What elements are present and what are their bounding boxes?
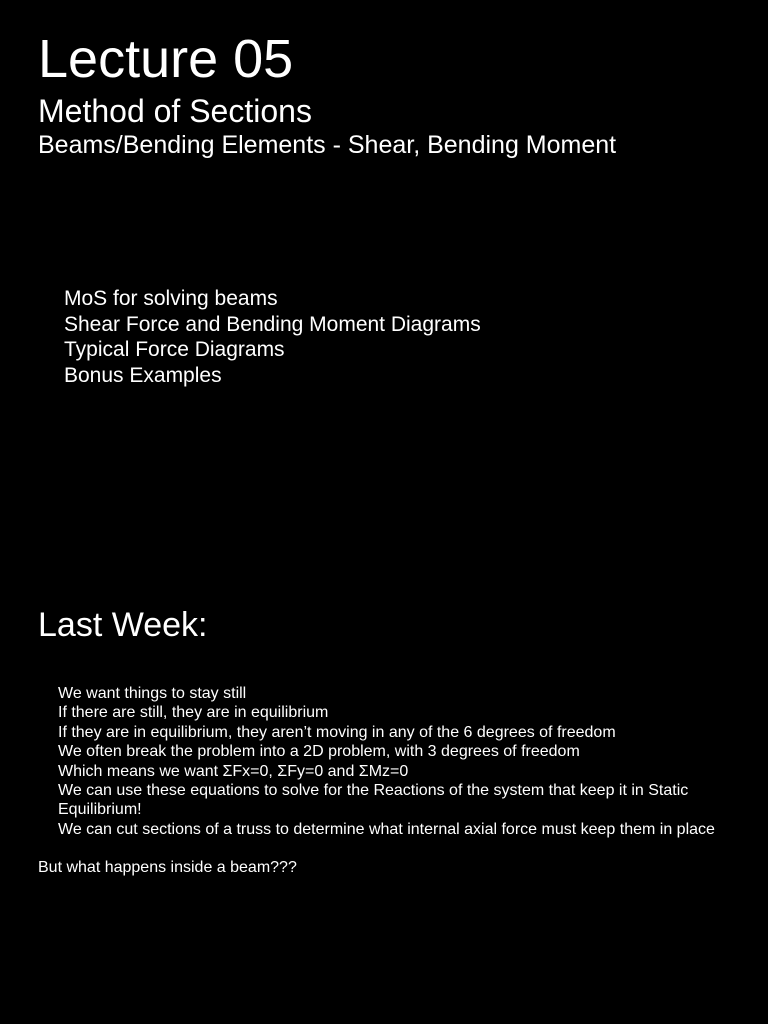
recap-item: If they are in equilibrium, they aren’t moving in any of the 6 degrees of freedom — [58, 723, 616, 741]
lecture-subtitle: Method of Sections — [38, 93, 312, 129]
agenda-list — [64, 286, 481, 388]
recap-item: We can cut sections of a truss to determine what internal axial force must keep them in place — [58, 820, 715, 838]
section-heading: Last Week: — [38, 606, 208, 644]
recap-list — [58, 684, 718, 839]
agenda-item: Bonus Examples — [64, 363, 222, 387]
recap-item: We often break the problem into a 2D problem, with 3 degrees of freedom — [58, 743, 580, 761]
agenda-item: Typical Force Diagrams — [64, 338, 285, 361]
recap-item: We can use these equations to solve for the Reactions of the system that keep it in Static Equilibrium! — [58, 782, 689, 819]
agenda-item: MoS for solving beams — [64, 287, 278, 310]
lecture-title: Lecture 05 — [38, 29, 294, 89]
lecture-topic: Beams/Bending Elements - Shear, Bending Moment — [38, 131, 617, 159]
closing-question: But what happens inside a beam??? — [38, 859, 297, 876]
agenda-item: Shear Force and Bending Moment Diagrams — [64, 312, 481, 336]
recap-item: If there are still, they are in equilibrium — [58, 704, 329, 722]
recap-item: Which means we want ΣFx=0, ΣFy=0 and ΣMz=0 — [58, 762, 409, 780]
recap-item: We want things to stay still — [58, 685, 247, 702]
